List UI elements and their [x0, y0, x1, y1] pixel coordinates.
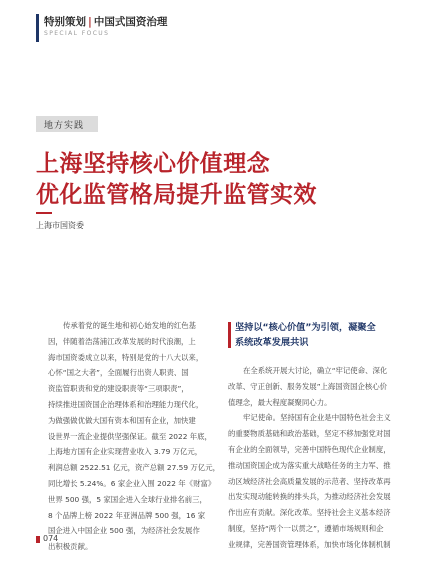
paragraph-line: 改革、守正创新、服务发展”上海国资国企核心价 — [228, 381, 388, 391]
header-title — [44, 14, 167, 29]
header-category: 特别策划 — [44, 16, 86, 28]
highlight-line: 坚持以“核心价值”为引领，凝聚全 — [235, 322, 376, 333]
section-tag-label: 地方实践 — [44, 121, 85, 131]
article-author: 上海市国资委 — [36, 221, 84, 230]
article-title-line2: 优化监管格局提升监管实效 — [36, 182, 317, 208]
paragraph-line: 同比增长 5.24%。6 家企业入围 2022 年《财富》 — [48, 478, 216, 488]
header-subtitle: SPECIAL FOCUS — [44, 30, 110, 37]
paragraph-line: 世界 500 强，5 家国企进入全球行业排名前三， — [48, 494, 207, 504]
paragraph-line: 出积极贡献。 — [48, 542, 93, 552]
highlight-heading — [235, 320, 376, 350]
paragraph-line: 的重要物质基础和政治基础，坚定不移加强党对国 — [228, 429, 391, 439]
paragraph-line: 上海地方国有企业实现营业收入 3.79 万亿元， — [48, 447, 203, 457]
left-column — [48, 318, 218, 555]
paragraph-line: 制度，坚持“两个一以贯之”，遵循市场规则和企 — [228, 523, 384, 533]
page-number: 074 — [43, 534, 59, 543]
paragraph-line: 有企业的全面领导，完善中国特色现代企业制度， — [228, 444, 391, 454]
paragraph-line: 推动国资国企成为落实重大战略任务的主力军、推 — [228, 460, 391, 470]
highlight-bar — [228, 322, 231, 348]
header-separator: | — [88, 16, 92, 28]
paragraph-line: 设世界一流企业提供坚强保证。截至 2022 年底， — [48, 431, 212, 441]
paragraph-line: 传承着党的诞生地和初心始发地的红色基 — [63, 321, 197, 330]
header-topic: 中国式国资治理 — [93, 16, 168, 28]
paragraph-line: 出发实现动能转换的排头兵，为推动经济社会发展 — [228, 492, 391, 502]
title-underline — [36, 212, 52, 214]
paragraph-line: 资监管职责和党的建设职责等“三项职责”， — [48, 384, 189, 394]
paragraph-line: 利润总额 2522.51 亿元，资产总额 27.59 万亿元， — [48, 463, 220, 473]
highlight-line: 系统改革发展共识 — [235, 337, 309, 348]
paragraph-line: 国企进入中国企业 500 强，为经济社会发展作 — [48, 526, 200, 536]
section-tag — [36, 116, 98, 132]
paragraph-line: 在全系统开展大讨论，确立“牢记使命、深化 — [243, 366, 388, 375]
article-title-line1: 上海坚持核心价值理念 — [36, 151, 270, 177]
paragraph-line: 业规律，完善国资管理体系，加快市场化体制机制 — [228, 539, 391, 549]
right-column — [228, 363, 396, 553]
paragraph-line: 因，伴随着浩荡浦江改革发展的时代浪潮，上 — [48, 336, 196, 346]
page-number-marker — [36, 536, 40, 543]
paragraph-line: 牢记使命。坚持国有企业是中国特色社会主义 — [243, 413, 391, 423]
paragraph-line: 值理念，最大程度凝聚同心力。 — [228, 397, 332, 407]
paragraph-line: 海市国资委成立以来，特别是党的十八大以来， — [48, 352, 204, 362]
paragraph-line: 作出应有贡献。深化改革。坚持社会主义基本经济 — [228, 508, 391, 518]
header-accent-bar — [36, 14, 39, 42]
paragraph-line: 8 个品牌上榜 2022 年亚洲品牌 500 强，16 家 — [48, 510, 206, 520]
paragraph-line: 心怀“国之大者”，全面履行出资人职责、国 — [48, 368, 189, 378]
paragraph-line: 动区域经济社会高质量发展的示范者、坚持改革再 — [228, 476, 391, 486]
paragraph-line: 持续推进国资国企治理体系和治理能力现代化， — [48, 399, 204, 409]
paragraph-line: 为做强做优做大国有资本和国有企业，加快建 — [48, 415, 196, 425]
